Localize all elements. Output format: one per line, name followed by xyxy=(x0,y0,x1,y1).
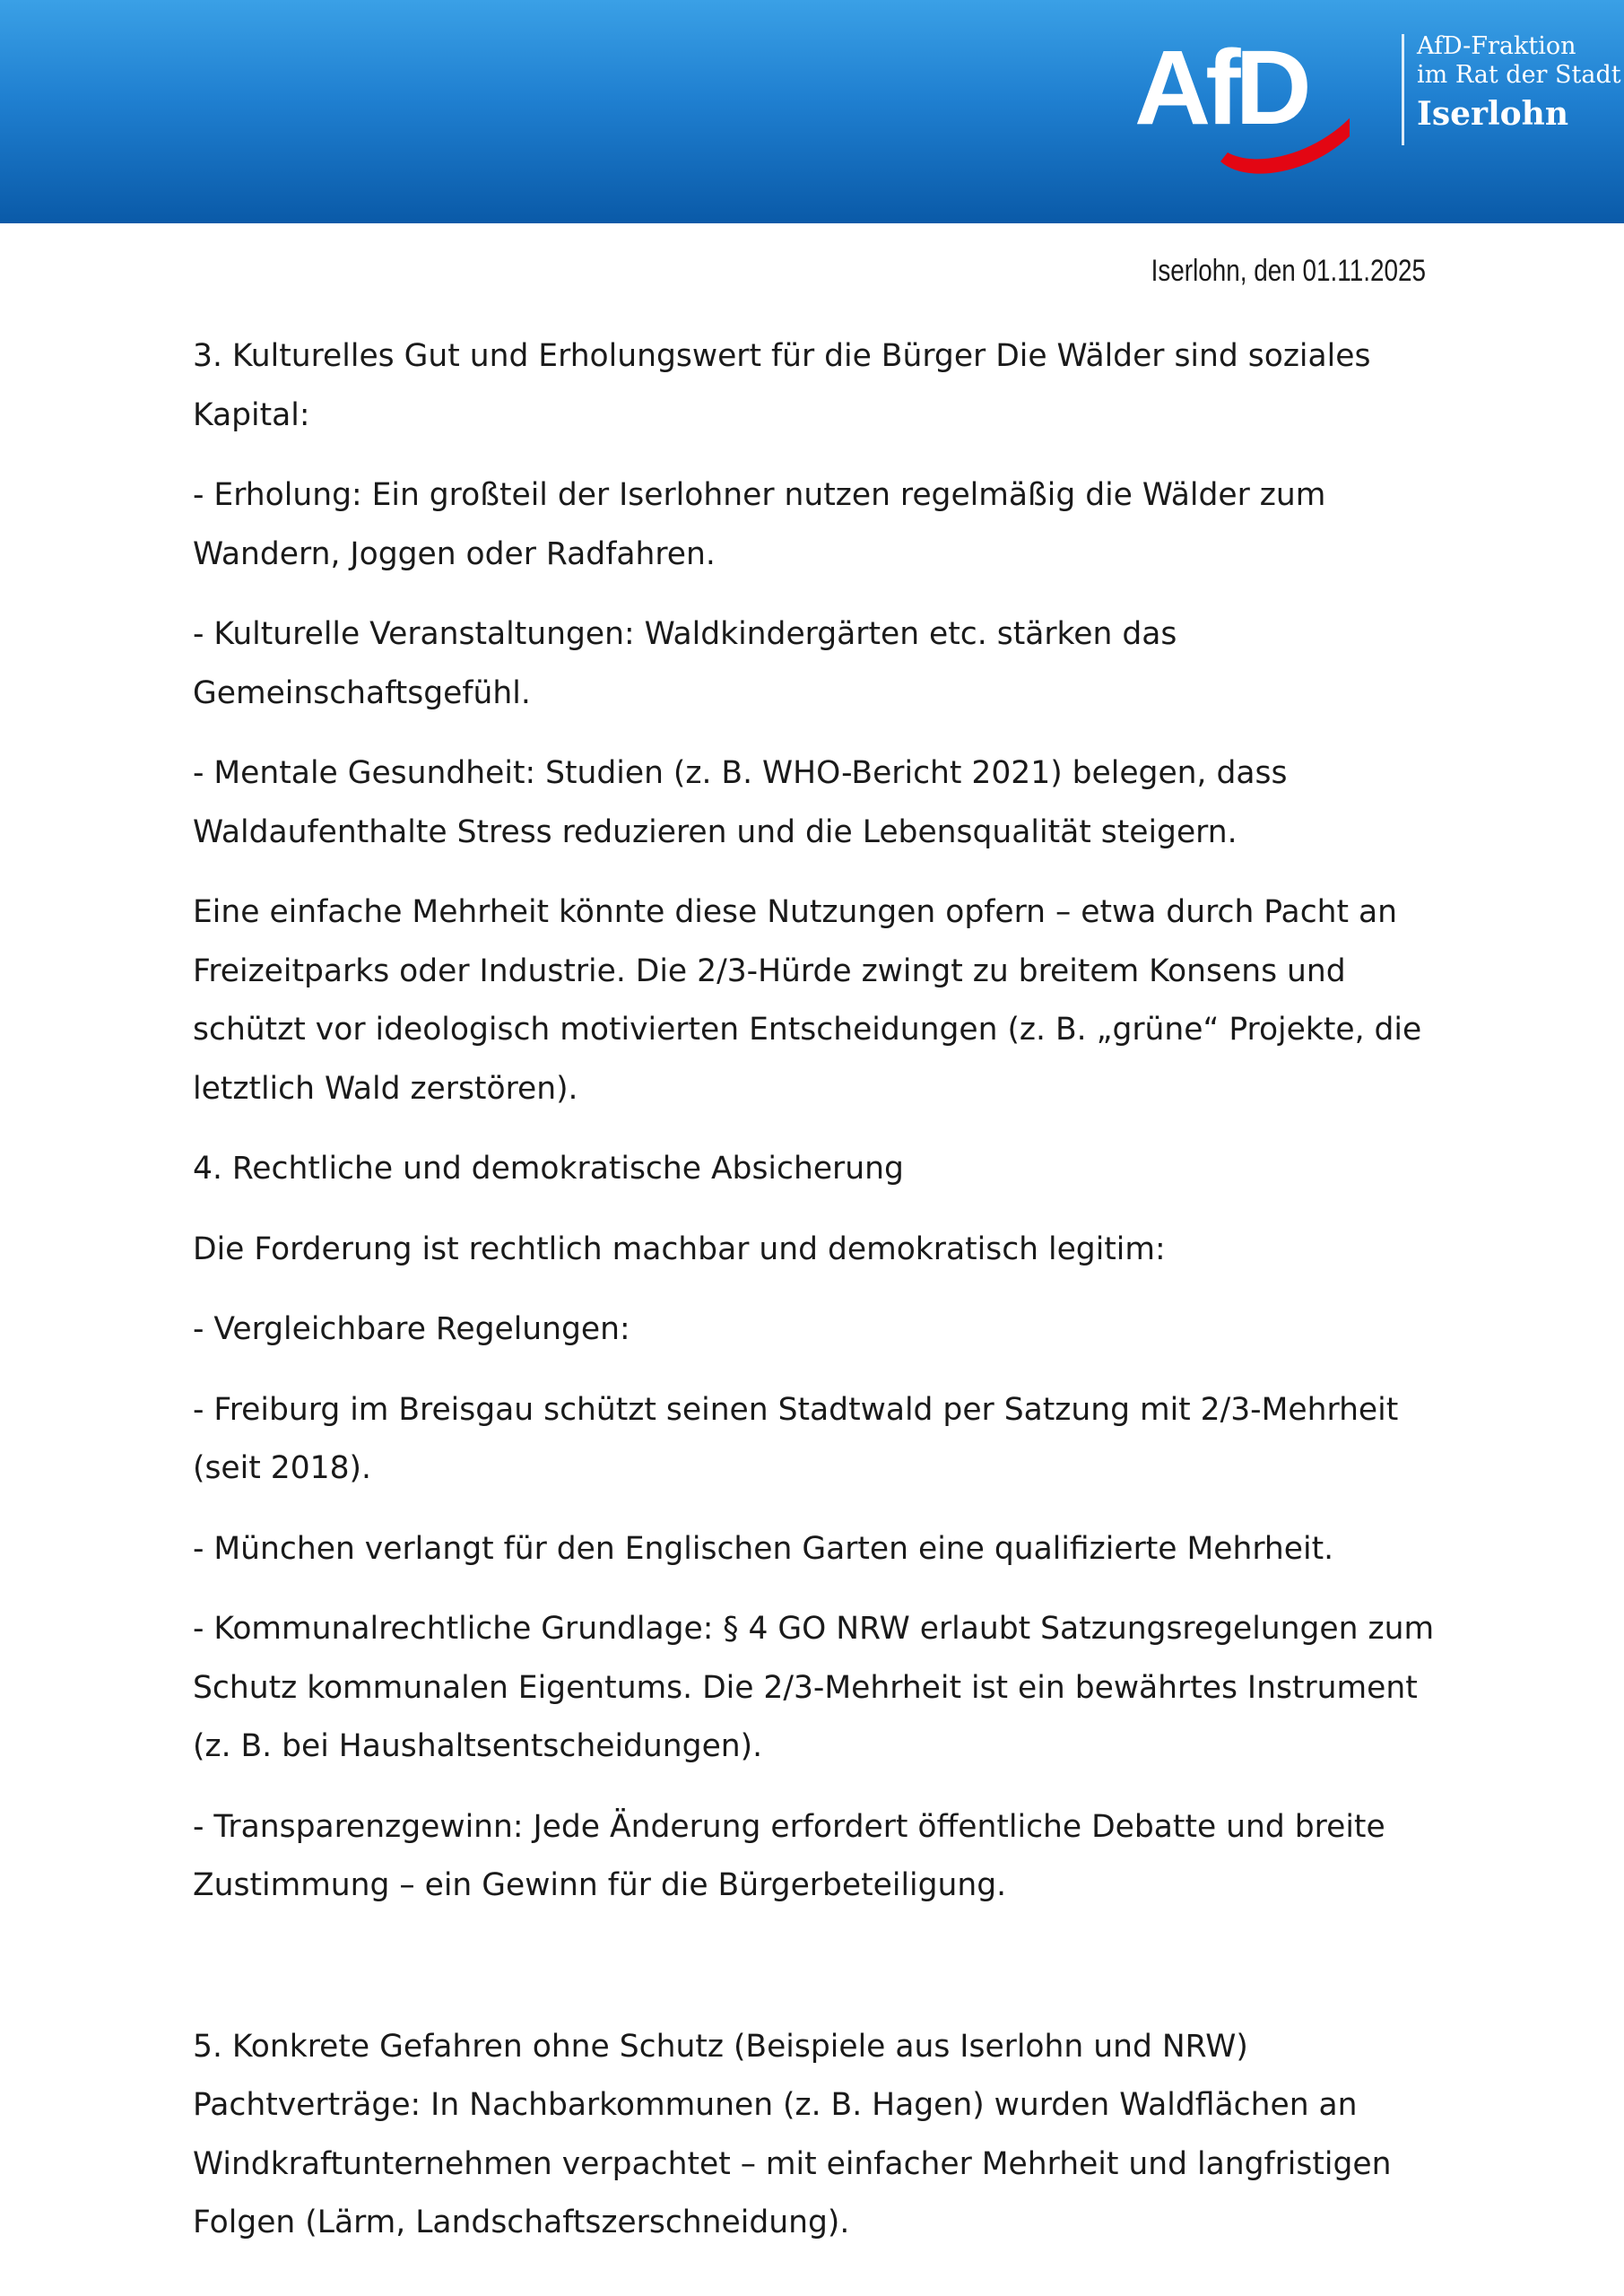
paragraph-kommunalrecht: - Kommunalrechtliche Grundlage: § 4 GO NRW erlaubt Satzungsregelungen zum Schutz kommunalen Eigentums. Die 2/3-Mehrheit ist ein bewährtes Instrument (z. B. bei Haushaltsentscheidungen). xyxy=(193,1611,1435,1764)
paragraph-forderung: Die Forderung ist rechtlich machbar und demokratisch legitim: xyxy=(193,1231,1166,1267)
paragraph-mentale-gesundheit: - Mentale Gesundheit: Studien (z. B. WHO-Bericht 2021) belegen, dass Waldaufenthalte Stress reduzieren und die Lebensqualität steigern. xyxy=(193,755,1288,850)
paragraph-section-3-heading: 3. Kulturelles Gut und Erholungswert für die Bürger Die Wälder sind soziales Kapital: xyxy=(193,338,1371,433)
logo-divider xyxy=(1402,34,1404,145)
letter-body xyxy=(193,327,1457,2274)
afd-logo-text: AfD xyxy=(1134,36,1307,147)
afd-logo xyxy=(1134,36,1350,193)
paragraph-transparenz: - Transparenzgewinn: Jede Änderung erfordert öffentliche Debatte und breite Zustimmung – ein Gewinn für die Bürgerbeteiligung. xyxy=(193,1808,1385,1903)
paragraph-freiburg: - Freiburg im Breisgau schützt seinen Stadtwald per Satzung mit 2/3-Mehrheit (seit 2018). xyxy=(193,1391,1399,1486)
paragraph-vergleichbare-regelungen: - Vergleichbare Regelungen: xyxy=(193,1311,630,1347)
paragraph-spacer xyxy=(193,1937,1457,2018)
paragraph-muenchen: - München verlangt für den Englischen Garten eine qualifizierte Mehrheit. xyxy=(193,1530,1334,1567)
paragraph-kulturelle-veranstaltungen: - Kulturelle Veranstaltungen: Waldkindergärten etc. stärken das Gemeinschaftsgefühl. xyxy=(193,616,1177,711)
paragraph-section-5: 5. Konkrete Gefahren ohne Schutz (Beispiele aus Iserlohn und NRW) Pachtverträge: In Nachbarkommunen (z. B. Hagen) wurden Waldflächen an Windkraftunternehmen verpachtet – mit einfacher Mehrheit und langfristigen Folgen (Lärm, Landschaftszerschneidung). xyxy=(193,2028,1392,2240)
paragraph-section-4-heading: 4. Rechtliche und demokratische Absicherung xyxy=(193,1151,904,1187)
brand-city: Iserlohn xyxy=(1417,95,1569,133)
paragraph-erholung: - Erholung: Ein großteil der Iserlohner nutzen regelmäßig die Wälder zum Wandern, Joggen oder Radfahren. xyxy=(193,477,1326,572)
brand-line-1: AfD-Fraktion xyxy=(1417,32,1576,60)
paragraph-einfache-mehrheit: Eine einfache Mehrheit könnte diese Nutzungen opfern – etwa durch Pacht an Freizeitparks oder Industrie. Die 2/3-Hürde zwingt zu breitem Konsens und schützt vor ideologisch motivierten Entscheidungen (z. B. „grüne“ Projekte, die letztlich Wald zerstören). xyxy=(193,894,1422,1107)
letterhead-banner xyxy=(0,0,1624,223)
letter-date: Iserlohn, den 01.11.2025 xyxy=(1151,254,1426,288)
brand-text xyxy=(1417,32,1621,133)
brand-line-2: im Rat der Stadt xyxy=(1417,61,1621,89)
